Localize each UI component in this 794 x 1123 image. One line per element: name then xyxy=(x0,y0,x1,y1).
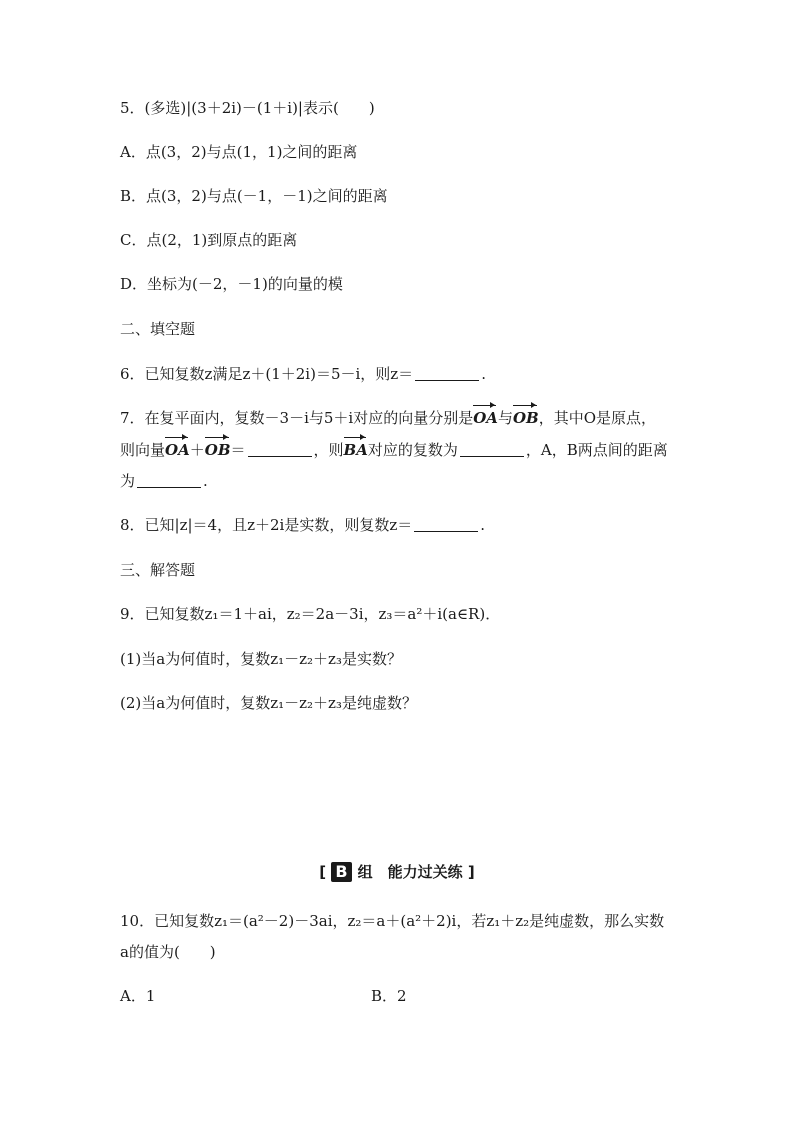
q7-line-2 xyxy=(120,439,668,461)
q5-option-a: A．点(3，2)与点(1，1)之间的距离 xyxy=(120,143,358,161)
q10-option-a: A．1 xyxy=(120,987,156,1005)
vector-ob: OB xyxy=(204,441,231,459)
answer-blank xyxy=(248,440,312,457)
q10-option-b: B．2 xyxy=(371,987,407,1005)
q7-text: 为 xyxy=(120,472,136,490)
q9-stem: 9．已知复数z₁＝1＋ai，z₂＝2a－3i，z₃＝a²＋i(a∈R)． xyxy=(120,605,501,623)
q7-line-1 xyxy=(120,407,656,429)
group-b-badge: B xyxy=(331,862,351,882)
q7-line-3 xyxy=(120,470,208,492)
q7-text: . xyxy=(203,472,208,490)
q7-text: 与 xyxy=(497,409,513,427)
vector-ba: BA xyxy=(343,441,368,459)
answer-blank xyxy=(460,440,524,457)
q7-text: ＝ xyxy=(230,441,246,459)
group-b-heading xyxy=(0,861,794,882)
bracket-close: ] xyxy=(467,863,475,881)
vector-oa: OA xyxy=(165,441,190,459)
q5-option-d: D．坐标为(－2，－1)的向量的模 xyxy=(120,275,343,293)
q6-end: . xyxy=(481,365,486,383)
group-b-label: 组 能力过关练 xyxy=(357,863,463,881)
vector-ob: OB xyxy=(512,409,539,427)
section-heading-solution: 三、解答题 xyxy=(120,561,196,579)
q7-text: 7．在复平面内，复数－3－i与5＋i对应的向量分别是 xyxy=(120,409,474,427)
q6-text: 6．已知复数z满足z＋(1＋2i)＝5－i，则z＝ xyxy=(120,365,414,383)
q8-text: 8．已知|z|＝4，且z＋2i是实数，则复数z＝ xyxy=(120,516,413,534)
q7-text: 对应的复数为 xyxy=(367,441,458,459)
q7-text: ，则 xyxy=(313,441,344,459)
section-heading-fill-in: 二、填空题 xyxy=(120,320,196,338)
q7-text: ，A，B两点间的距离 xyxy=(525,441,668,459)
q10-line-1: 10．已知复数z₁＝(a²－2)－3ai，z₂＝a＋(a²＋2)i，若z₁＋z₂是纯虚数，那么实数 xyxy=(120,912,665,930)
bracket-open: [ xyxy=(319,863,327,881)
q7-text: ＋ xyxy=(189,441,205,459)
answer-blank xyxy=(415,364,479,381)
q5-option-c: C．点(2，1)到原点的距离 xyxy=(120,231,298,249)
q8 xyxy=(120,514,485,536)
vector-oa: OA xyxy=(473,409,498,427)
q6 xyxy=(120,363,486,385)
answer-blank xyxy=(414,515,478,532)
answer-blank xyxy=(137,471,201,488)
q7-text: 则向量 xyxy=(120,441,166,459)
q7-text: ，其中O是原点， xyxy=(538,409,657,427)
q10-line-2: a的值为( ) xyxy=(120,943,216,961)
q5-stem: 5．(多选)|(3＋2i)－(1＋i)|表示( ) xyxy=(120,99,375,117)
q8-end: . xyxy=(480,516,486,534)
q9-part-1: (1)当a为何值时，复数z₁－z₂＋z₃是实数？ xyxy=(120,650,402,668)
q5-option-b: B．点(3，2)与点(－1，－1)之间的距离 xyxy=(120,187,388,205)
q9-part-2: (2)当a为何值时，复数z₁－z₂＋z₃是纯虚数？ xyxy=(120,694,417,712)
